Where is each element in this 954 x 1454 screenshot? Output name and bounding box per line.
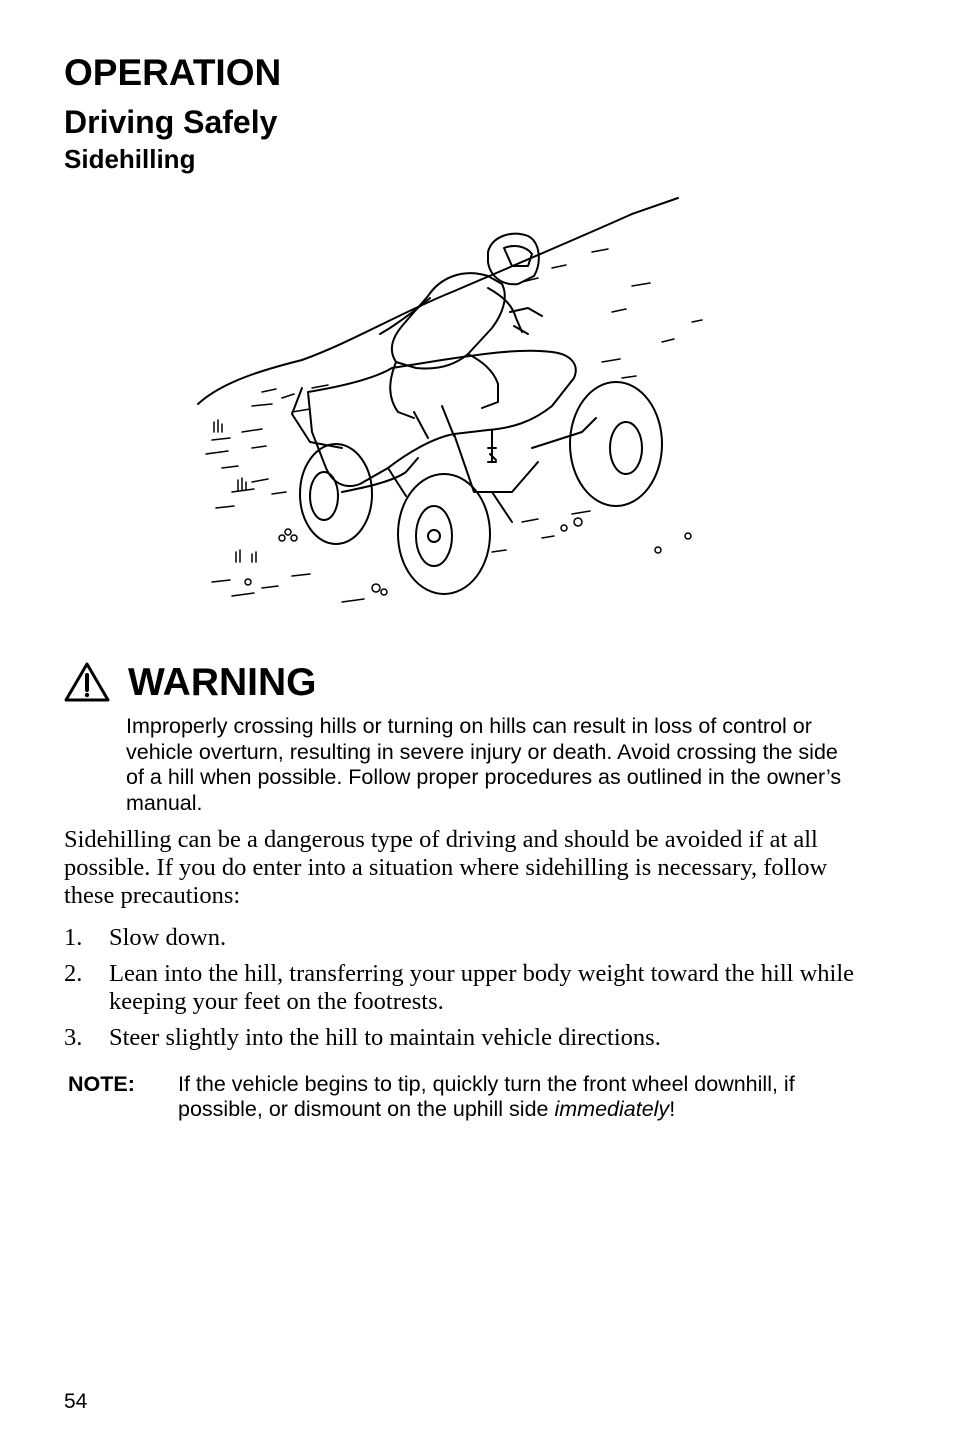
front-wheel-right (570, 382, 662, 506)
precautions-list (64, 924, 874, 1060)
step-number: 2. (64, 960, 83, 987)
step-text: Lean into the hill, transferring your upper body weight toward the hill while keeping your feet on the footrests. (109, 960, 855, 1015)
intro-paragraph: Sidehilling can be a dangerous type of driving and should be avoided if at all possible. If you do enter into a situation where sidehilling is necessary, follow these precautions: (64, 826, 828, 909)
list-item (64, 1024, 874, 1052)
step-number: 1. (64, 924, 83, 951)
step-text: Steer slightly into the hill to maintain vehicle directions. (109, 1024, 661, 1051)
list-item (64, 924, 874, 952)
section-title: OPERATION (64, 52, 282, 93)
topic-title: Sidehilling (64, 144, 196, 174)
subsection-title: Driving Safely (64, 104, 278, 140)
page-number: 54 (64, 1390, 88, 1413)
note-block (68, 1072, 828, 1122)
list-item (64, 960, 874, 1016)
note-text-end: ! (669, 1097, 676, 1121)
hill-outline (198, 198, 678, 404)
note-text (178, 1072, 828, 1122)
atv-sidehill-illustration (192, 192, 718, 610)
note-text-main: If the vehicle begins to tip, quickly turn the front wheel downhill, if possible, or dismount on the uphill side (178, 1072, 795, 1121)
note-label: NOTE: (68, 1072, 135, 1096)
ground-texture (206, 249, 702, 602)
warning-text: Improperly crossing hills or turning on hills can result in loss of control or vehicle overturn, resulting in severe injury or death. Avoid crossing the side of a hill when possible. Follow proper procedures as outlined in the owner’s manual. (126, 714, 842, 815)
warning-heading (64, 662, 317, 702)
step-number: 3. (64, 1024, 83, 1051)
warning-triangle-icon (64, 662, 110, 702)
note-emphasis: immediately (554, 1097, 670, 1121)
rider-leg (390, 354, 498, 418)
step-text: Slow down. (109, 924, 227, 951)
warning-label: WARNING (128, 660, 317, 704)
